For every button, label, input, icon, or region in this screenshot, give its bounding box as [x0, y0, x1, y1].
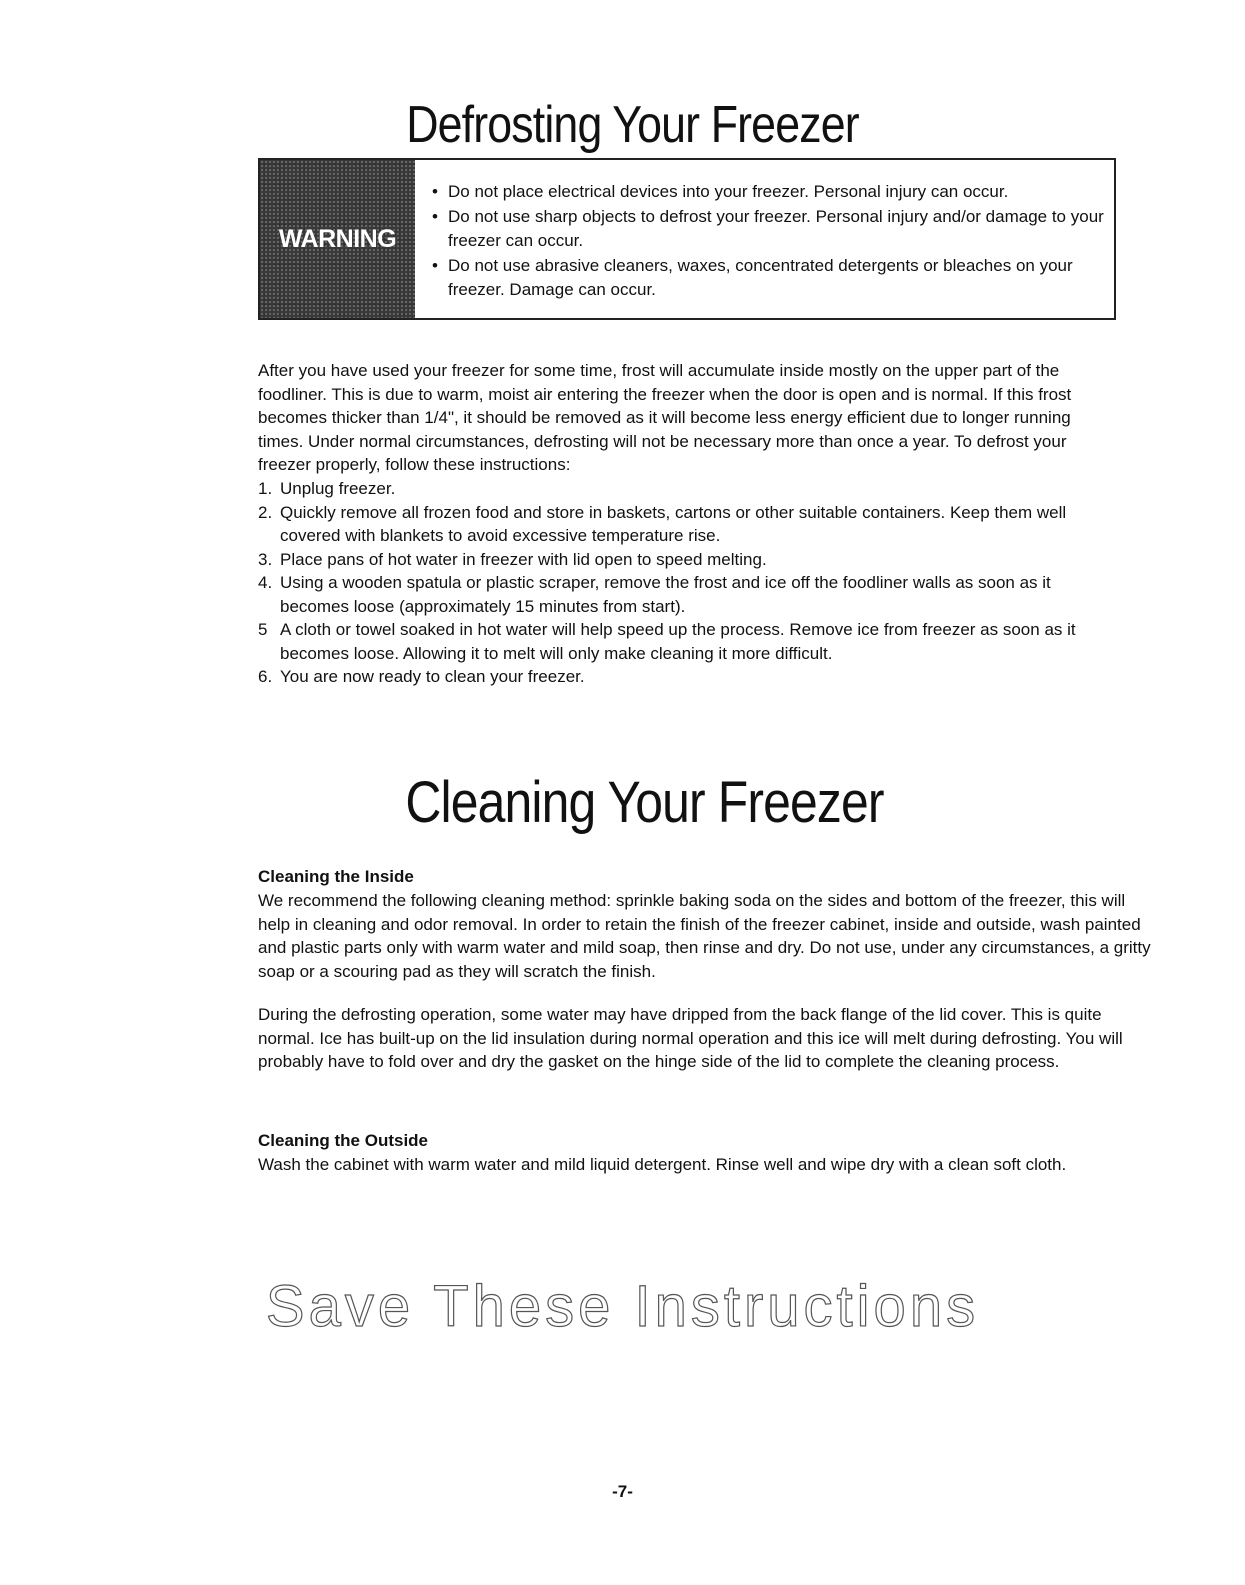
step-number: 5: [258, 620, 268, 639]
step-number: 6.: [258, 667, 273, 686]
page-number: -7-: [612, 1482, 633, 1501]
step-text: Place pans of hot water in freezer with lid open to speed melting.: [280, 549, 767, 569]
defrosting-intro: After you have used your freezer for some time, frost will accumulate inside mostly on the upper part of the foodliner. This is due to warm, moist air entering the freezer when the door is open and is normal. If this frost becomes thicker than 1/4", it should be removed as it will become less energy efficient due to longer running times. Under normal circumstances, defrosting will not be necessary more than once a year. To defrost your freezer properly, follow these instructions:: [258, 361, 1072, 474]
step-number: 3.: [258, 549, 273, 569]
step-item: [258, 665, 1120, 689]
save-instructions-title: Save These Instructions: [265, 1274, 980, 1339]
step-item: [258, 618, 1120, 665]
step-number: 4.: [258, 573, 273, 592]
cleaning-inside-heading: Cleaning the Inside: [258, 867, 414, 886]
step-text: Unplug freezer.: [280, 479, 396, 498]
cleaning-inside-text: We recommend the following cleaning method: sprinkle baking soda on the sides and bottom of the freezer, this will help in cleaning and odor removal. In order to retain the finish of the freezer cabinet, inside and outside, wash painted and plastic parts only with warm water and mild soap, then rinse and dry. Do not use, under any circumstances, a gritty soap or a scouring pad as they will scratch the finish.: [258, 891, 1151, 981]
warning-box: [258, 158, 1116, 320]
warning-label-panel: [260, 160, 415, 318]
warning-item: [432, 180, 1112, 205]
step-item: [258, 548, 1120, 572]
step-text: A cloth or towel soaked in hot water will help speed up the process. Remove ice from freezer as soon as it becomes loose. Allowing it to melt will only make cleaning it more difficult.: [280, 620, 1076, 663]
step-item: [258, 571, 1120, 618]
step-text: Using a wooden spatula or plastic scraper, remove the frost and ice off the foodliner walls as soon as it becomes loose (approximately 15 minutes from start).: [280, 573, 1051, 616]
step-text: You are now ready to clean your freezer.: [280, 667, 585, 686]
cleaning-outside-heading: Cleaning the Outside: [258, 1131, 429, 1150]
defrosting-title: Defrosting Your Freezer: [406, 96, 859, 154]
warning-text: Do not place electrical devices into your freezer. Personal injury can occur.: [448, 182, 1009, 201]
warning-list: [432, 180, 1112, 303]
cleaning-title: Cleaning Your Freezer: [405, 770, 884, 835]
step-number: 1.: [258, 479, 273, 498]
warning-text: Do not use sharp objects to defrost your freezer. Personal injury and/or damage to your freezer can occur.: [448, 206, 1104, 250]
defrosting-steps: [258, 477, 1120, 689]
bullet-icon: •: [432, 182, 438, 201]
warning-text: Do not use abrasive cleaners, waxes, concentrated detergents or bleaches on your freezer. Damage can occur.: [448, 255, 1073, 299]
bullet-icon: •: [432, 255, 438, 275]
cleaning-defrost-text: During the defrosting operation, some water may have dripped from the back flange of the lid cover. This is quite normal. Ice has built-up on the lid insulation during normal operation and this ice will melt during defrosting. You will probably have to fold over and dry the gasket on the hinge side of the lid to complete the cleaning process.: [258, 1005, 1123, 1071]
warning-item: [432, 254, 1112, 303]
step-text: Quickly remove all frozen food and store in baskets, cartons or other suitable containers. Keep them well covered with blankets to avoid excessive temperature rise.: [280, 502, 1067, 545]
step-number: 2.: [258, 502, 273, 522]
cleaning-outside-text: Wash the cabinet with warm water and mild liquid detergent. Rinse well and wipe dry with a clean soft cloth.: [258, 1155, 1067, 1174]
warning-item: [432, 205, 1112, 254]
warning-label: WARNING: [278, 224, 397, 253]
step-item: [258, 477, 1120, 501]
bullet-icon: •: [432, 206, 438, 226]
step-item: [258, 501, 1120, 548]
